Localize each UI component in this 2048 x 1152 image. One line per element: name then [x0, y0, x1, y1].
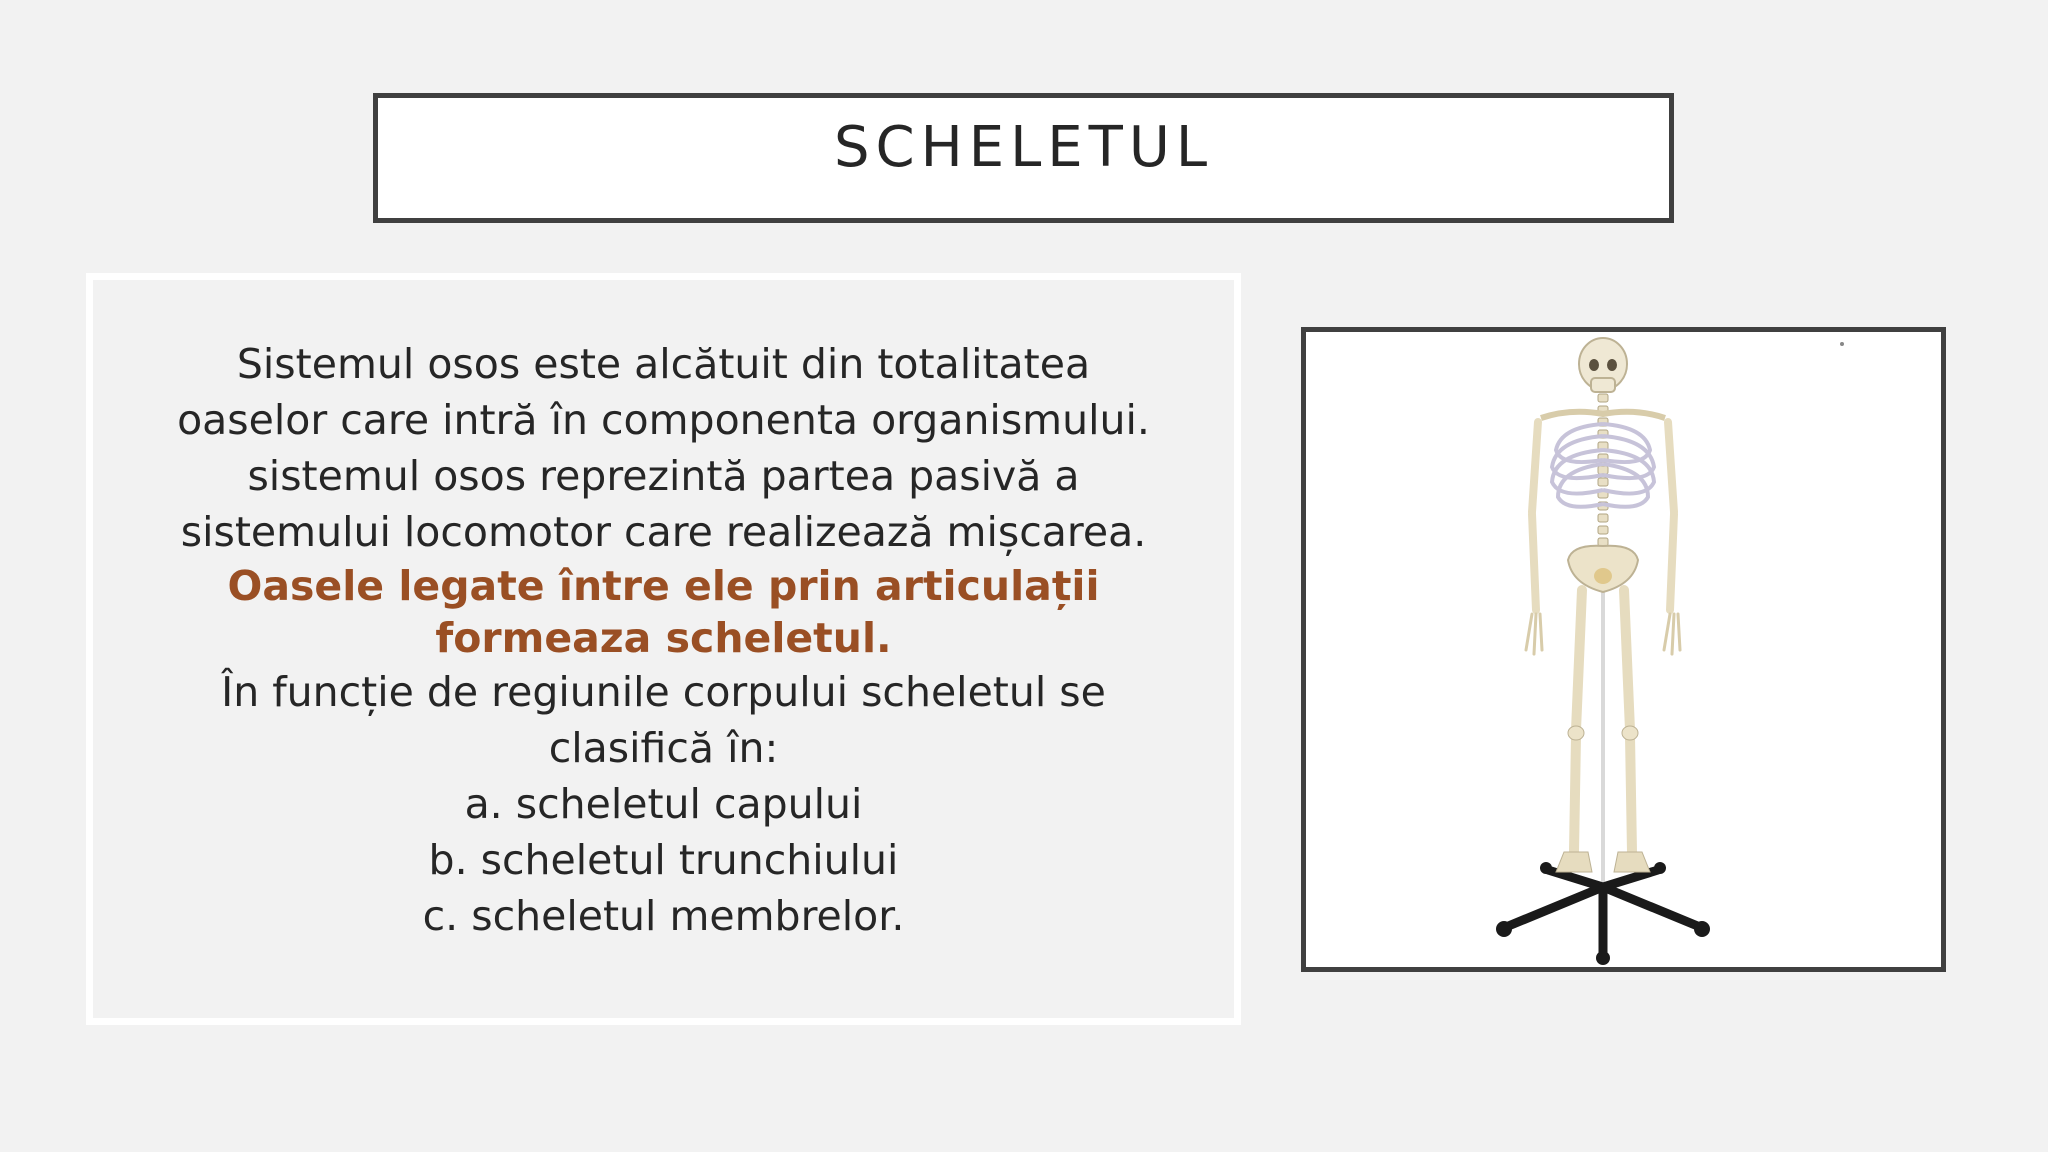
slide-title: SCHELETUL: [833, 115, 1214, 180]
highlight-line: Oasele legate între ele prin articulații: [227, 562, 1100, 610]
text-content: [93, 336, 1234, 944]
body-line: Sistemul osos este alcătuit din totalitatea: [236, 340, 1091, 388]
skeleton-image-frame: [1301, 327, 1946, 972]
skeleton-model-icon: [1306, 332, 1941, 967]
highlight-line: formeaza scheletul.: [435, 614, 892, 662]
body-line: sistemului locomotor care realizează mișcarea.: [180, 508, 1147, 556]
classification-line: clasifică în:: [548, 724, 779, 772]
text-panel: [86, 273, 1241, 1025]
list-item: c. scheletul membrelor.: [422, 892, 905, 940]
list-item: a. scheletul capului: [464, 780, 863, 828]
list-item: b. scheletul trunchiului: [428, 836, 899, 884]
classification-line: În funcție de regiunile corpului scheletul se: [221, 668, 1106, 716]
body-line: sistemul osos reprezintă partea pasivă a: [247, 452, 1080, 500]
title-box: [373, 93, 1674, 223]
body-line: oaselor care intră în componenta organismului.: [177, 396, 1150, 444]
